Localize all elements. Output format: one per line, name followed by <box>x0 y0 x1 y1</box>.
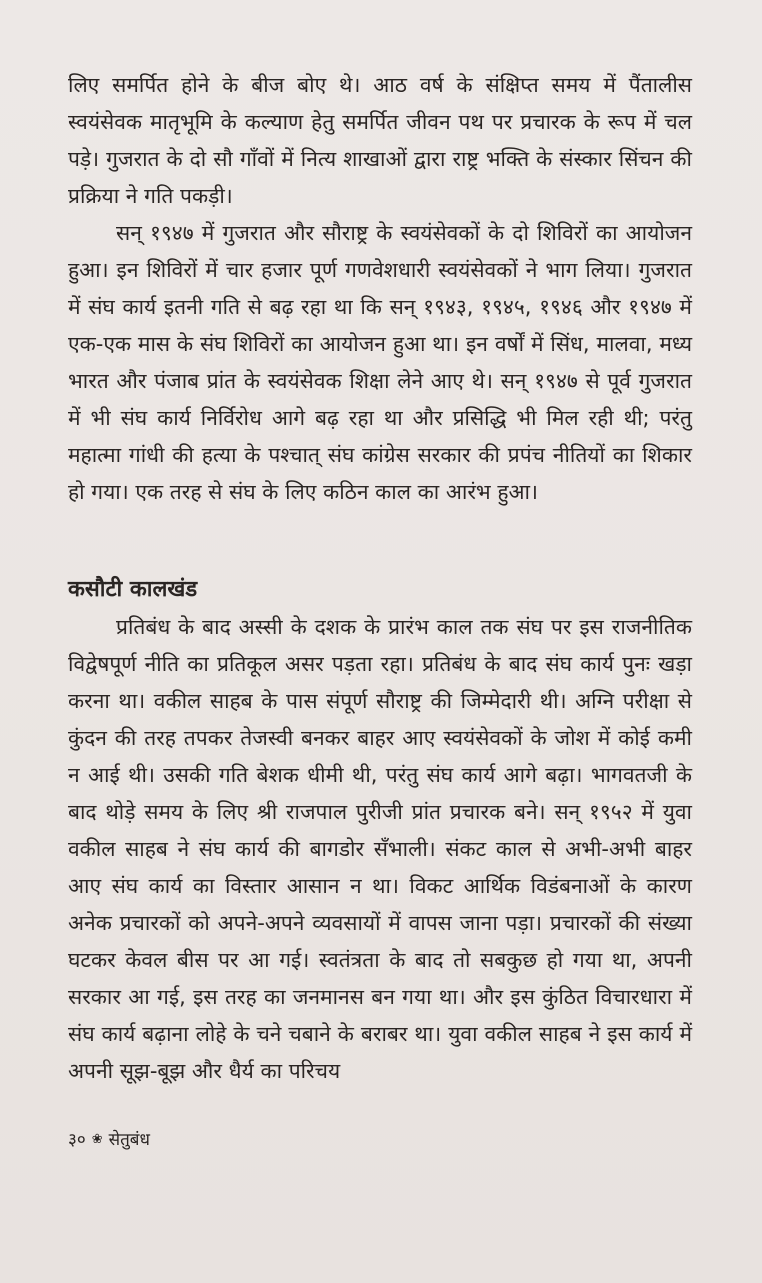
page-footer <box>68 1128 150 1152</box>
section-heading: कसौटी कालखंड <box>68 577 198 602</box>
paragraph-text: सन् १९४७ में गुजरात और सौराष्ट्र के स्वयंसेवकों के दो शिविरों का आयोजन हुआ। इन शिविरों में चार हजार पूर्ण गणवेशधारी स्वयंसेवकों ने भाग लिया। गुजरात में संघ कार्य इतनी गति से बढ़ रहा था कि सन् १९४३, १९४५, १९४६ और १९४७ में एक-एक मास के संघ शिविरों का आयोजन हुआ था। इन वर्षों में सिंध, मालवा, मध्य भारत और पंजाब प्रांत के स्वयंसेवक शिक्षा लेने आए थे। सन् १९४७ से पूर्व गुजरात में भी संघ कार्य निर्विरोध आगे बढ़ रहा था और प्रसिद्धि भी मिल रही थी; परंतु महात्मा गांधी की हत्या के पश्चात् संघ कांग्रेस सरकार की प्रपंच नीतियों का शिकार हो गया। एक तरह से संघ के लिए कठिन काल का आरंभ हुआ। <box>68 221 692 504</box>
paragraph-1947-camps <box>68 215 692 511</box>
paragraph-ban-period <box>68 609 692 1090</box>
paragraph-continuation <box>68 67 692 215</box>
flower-ornament-icon: ❀ <box>91 1132 103 1147</box>
page-number: ३० <box>68 1130 86 1150</box>
book-title: सेतुबंध <box>108 1130 150 1150</box>
paragraph-text: लिए समर्पित होने के बीज बोए थे। आठ वर्ष के संक्षिप्त समय में पैंतालीस स्वयंसेवक मातृभूमि के कल्याण हेतु समर्पित जीवन पथ पर प्रचारक के रूप में चल पड़े। गुजरात के दो सौ गाँवों में नित्य शाखाओं द्वारा राष्ट्र भक्ति के संस्कार सिंचन की प्रक्रिया ने गति पकड़ी। <box>68 73 692 208</box>
paragraph-text: प्रतिबंध के बाद अस्सी के दशक के प्रारंभ काल तक संघ पर इस राजनीतिक विद्वेषपूर्ण नीति का प्रतिकूल असर पड़ता रहा। प्रतिबंध के बाद संघ कार्य पुनः खड़ा करना था। वकील साहब के पास संपूर्ण सौराष्ट्र की जिम्मेदारी थी। अग्नि परीक्षा से कुंदन की तरह तपकर तेजस्वी बनकर बाहर आए स्वयंसेवकों के जोश में कोई कमी न आई थी। उसकी गति बेशक धीमी थी, परंतु संघ कार्य आगे बढ़ा। भागवतजी के बाद थोड़े समय के लिए श्री राजपाल पुरीजी प्रांत प्रचारक बने। सन् १९५२ में युवा वकील साहब ने संघ कार्य की बागडोर सँभाली। संकट काल से अभी-अभी बाहर आए संघ कार्य का विस्तार आसान न था। विकट आर्थिक विडंबनाओं के कारण अनेक प्रचारकों को अपने-अपने व्यवसायों में वापस जाना पड़ा। प्रचारकों की संख्या घटकर केवल बीस पर आ गई। स्वतंत्रता के बाद तो सबकुछ हो गया था, अपनी सरकार आ गई, इस तरह का जनमानस बन गया था। और इस कुंठित विचारधारा में संघ कार्य बढ़ाना लोहे के चने चबाने के बराबर था। युवा वकील साहब ने इस कार्य में अपनी सूझ-बूझ और धैर्य का परिचय <box>68 615 692 1083</box>
